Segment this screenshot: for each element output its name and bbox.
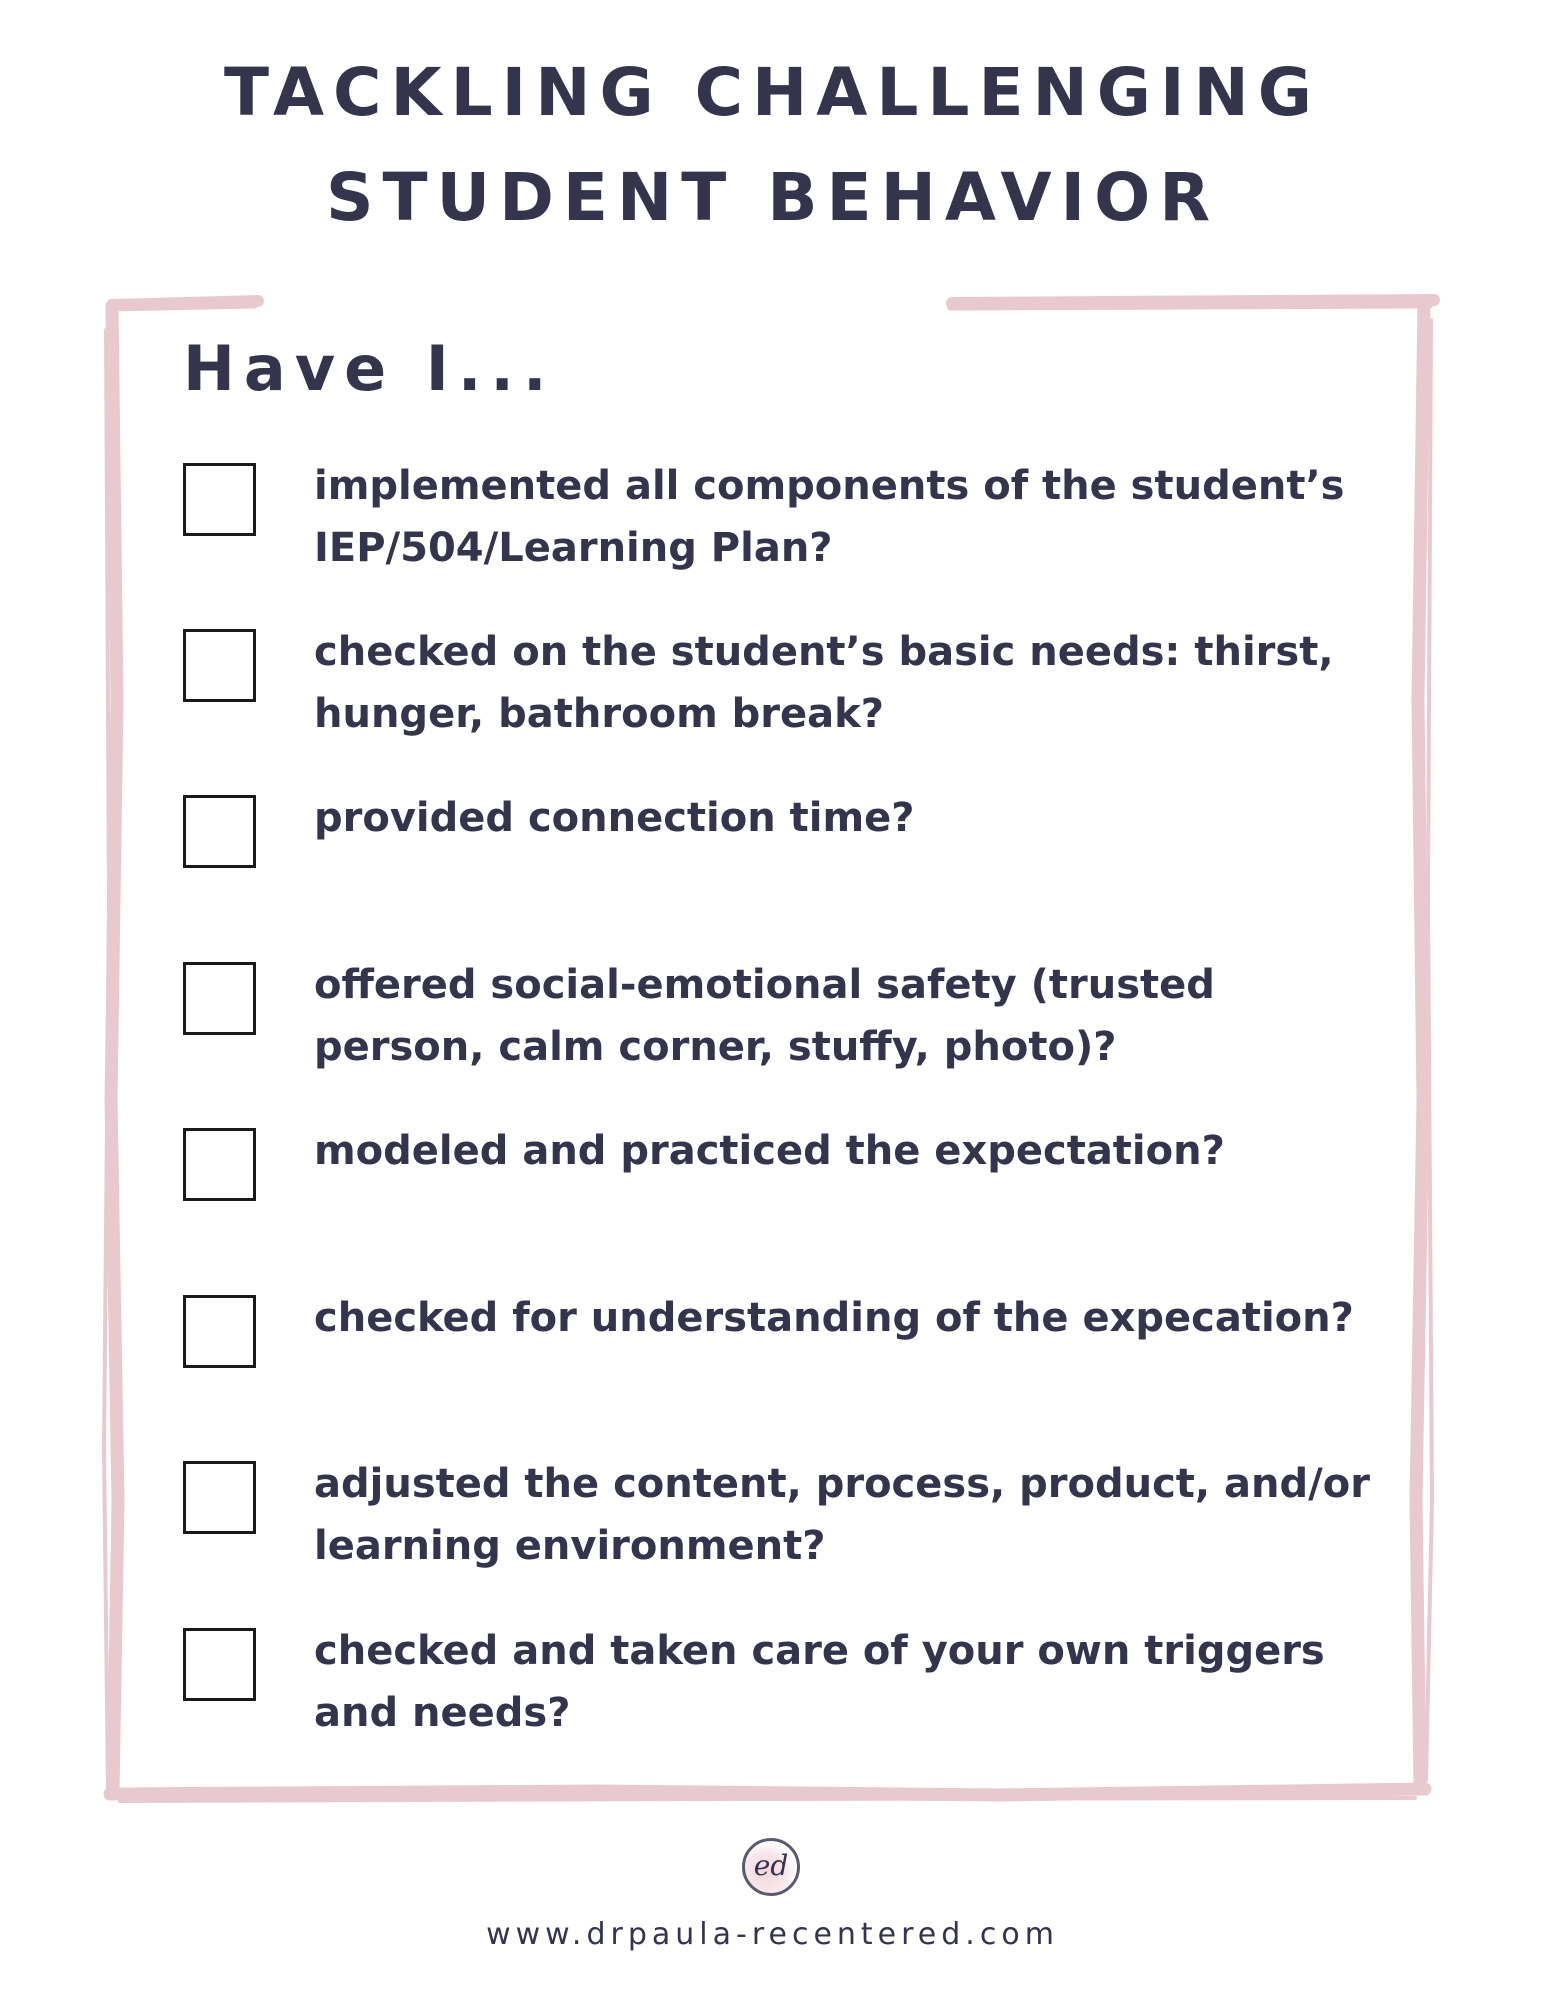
checklist-item-label: checked for understanding of the expecation?	[314, 1295, 1354, 1341]
checkbox[interactable]	[183, 1295, 256, 1368]
checklist-item-label: provided connection time?	[314, 795, 915, 841]
page-title-line-2: STUDENT BEHAVIOR	[325, 159, 1220, 236]
checklist-item-label: adjusted the content, process, product, and/or learning environment?	[314, 1461, 1370, 1569]
website-url: www.drpaula-recentered.com	[486, 1917, 1059, 1952]
checkbox[interactable]	[183, 463, 256, 536]
checklist-item-label: implemented all components of the student’s IEP/504/Learning Plan?	[314, 463, 1345, 571]
checklist-item-label: checked and taken care of your own triggers and needs?	[314, 1628, 1325, 1736]
checklist-item-label: offered social-emotional safety (trusted person, calm corner, stuffy, photo)?	[314, 962, 1215, 1070]
checklist-item-label: checked on the student’s basic needs: thirst, hunger, bathroom break?	[314, 629, 1334, 737]
ed-logo-icon	[742, 1838, 800, 1896]
checkbox[interactable]	[183, 1628, 256, 1701]
checkbox[interactable]	[183, 1128, 256, 1201]
logo-text: ed	[753, 1849, 789, 1882]
checklist-item-label: modeled and practiced the expectation?	[314, 1128, 1225, 1174]
checkbox[interactable]	[183, 795, 256, 868]
checkbox[interactable]	[183, 1461, 256, 1534]
checkbox[interactable]	[183, 962, 256, 1035]
page-title-line-1: TACKLING CHALLENGING	[224, 54, 1321, 131]
checkbox[interactable]	[183, 629, 256, 702]
checklist-heading: Have I...	[183, 332, 556, 405]
